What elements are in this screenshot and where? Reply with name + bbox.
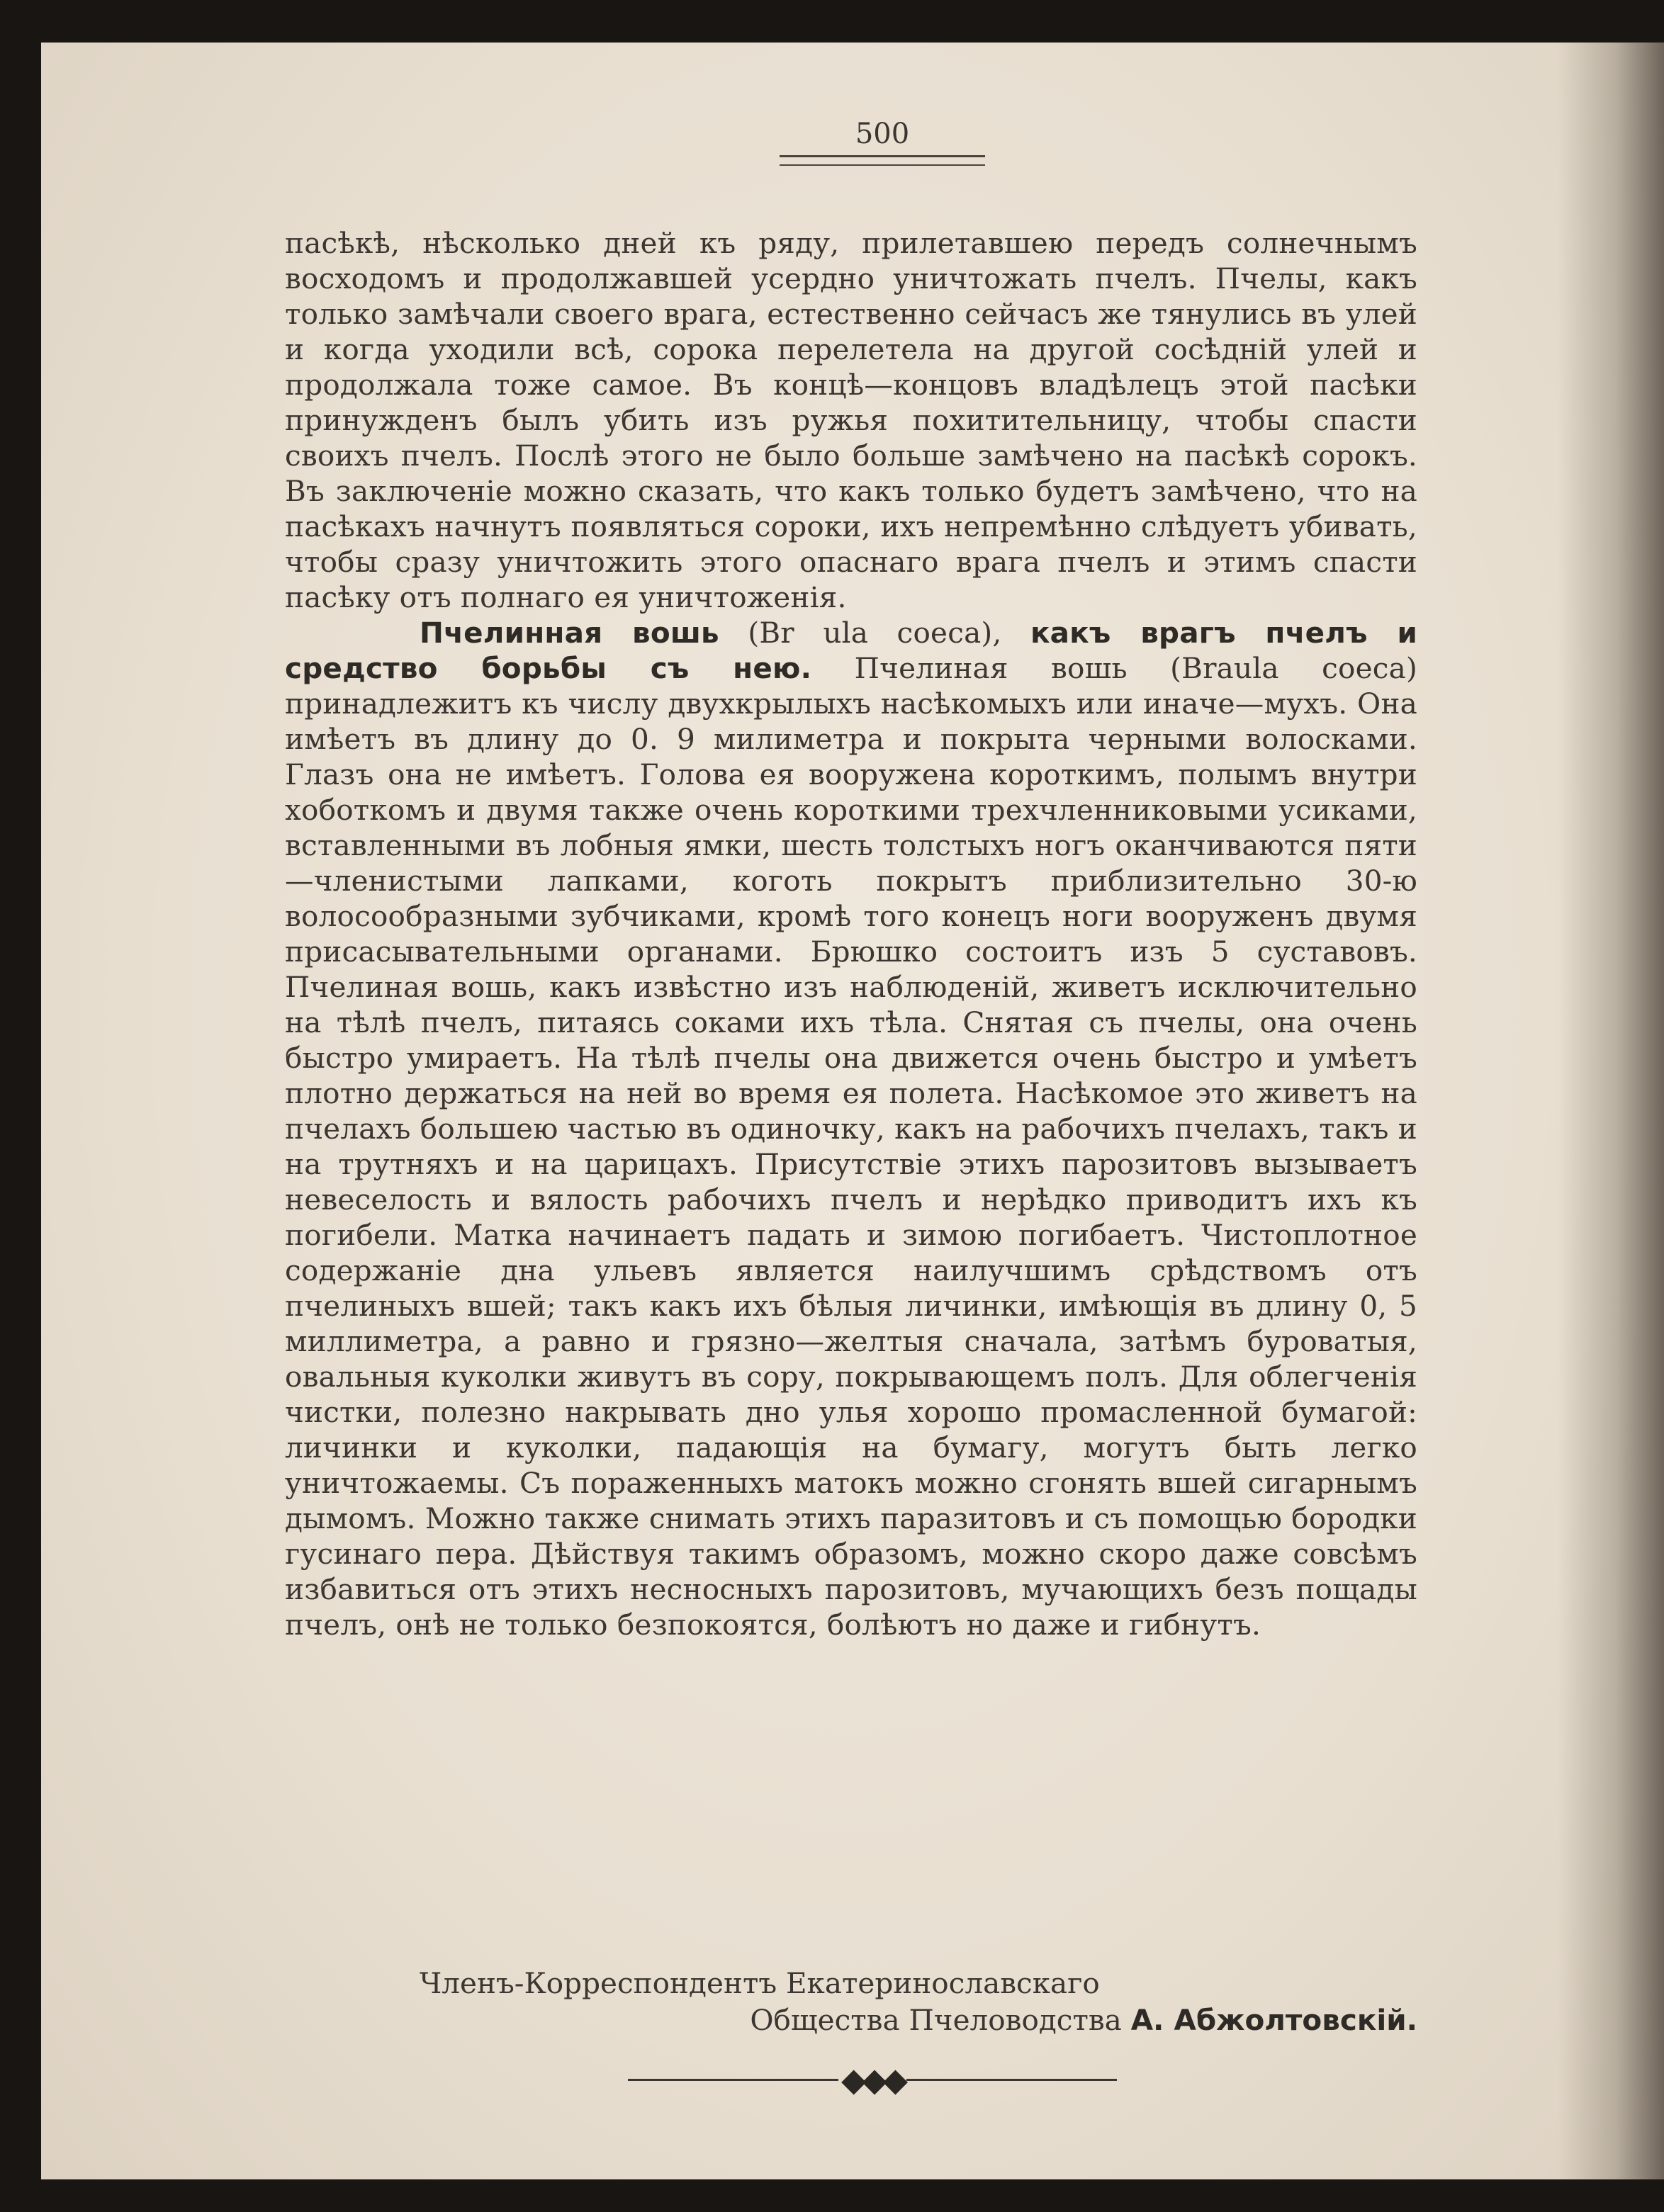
header-rule [780,155,985,166]
section-heading-latin: (Br ula coeca), [748,616,1002,650]
page-number: 500 [855,118,910,150]
ornament-line-right [906,2079,1117,2081]
article-body [285,225,1417,1642]
end-ornament [628,2060,1117,2099]
section-heading-subtitle: какъ врагъ пчелъ и средство борьбы съ нею. [285,616,1418,685]
section-body-text: Пчелиная вошь (Braula coeca) принадлежитъ къ числу двухкрылыхъ насѣкомыхъ или иначе—мухъ. Она имѣетъ въ длину до 0. 9 милиметра и покрыта черными волосками. Глазъ она не имѣетъ. Голова ея вооружена короткимъ, полымъ внутри хоботкомъ и двумя также очень короткими трехчленниковыми усиками, вставленными въ лобныя ямки, шесть толстыхъ ногъ оканчиваются пяти—членистыми лапками, коготь покрытъ приблизительно 30-ю волосообразными зубчиками, кромѣ того конецъ ноги вооруженъ двумя присасывательными органами. Брюшко состоитъ изъ 5 суставовъ. Пчелиная вошь, какъ извѣстно изъ наблюденій, живетъ исключительно на тѣлѣ пчелъ, питаясь соками ихъ тѣла. Снятая съ пчелы, она очень быстро умираетъ. На тѣлѣ пчелы она движется очень быстро и умѣетъ плотно держаться на ней во время ея полета. Насѣкомое это живетъ на пчелахъ большею частью въ одиночку, какъ на рабочихъ пчелахъ, такъ и на трутняхъ и на царицахъ. Присутствіе этихъ парозитовъ вызываетъ невеселость и вялость рабочихъ пчелъ и нерѣдко приводитъ ихъ къ погибели. Матка начинаетъ падать и зимою погибаетъ. Чистоплотное содержаніе дна ульевъ является наилучшимъ срѣдствомъ отъ пчелиныхъ вшей; такъ какъ ихъ бѣлыя личинки, имѣющія въ длину 0, 5 миллиметра, а равно и грязно—желтыя сначала, затѣмъ буроватыя, овальныя куколки живутъ въ сору, покрывающемъ полъ. Для облегченія чистки, полезно накрывать дно улья хорошо промасленной бумагой: личинки и куколки, падающія на бумагу, могутъ быть легко уничтожаемы. Съ пораженныхъ матокъ можно сгонять вшей сигарнымъ дымомъ. Можно также снимать этихъ паразитовъ и съ помощью бородки гусинаго пера. Дѣйствуя такимъ образомъ, можно скоро даже совсѣмъ избавиться отъ этихъ несносныхъ парозитовъ, мучающихъ безъ пощады пчелъ, онѣ не только безпокоятся, болѣютъ но даже и гибнутъ. [285,651,1417,1642]
signature-author: А. Абжолтовскій. [1130,2003,1417,2037]
signature-block [285,1965,1417,2038]
signature-line-1: Членъ-Корреспондентъ Екатеринославскаго [420,1966,1100,2000]
book-spine-shadow [1558,43,1664,2179]
page-header [780,117,985,166]
signature-society: Общества Пчеловодства [750,2003,1122,2037]
ornament-line-left [628,2079,838,2081]
diamond-ornament-icon: ◆◆◆ [841,2060,904,2099]
paragraph-bee-louse [285,615,1417,1642]
signature-line-2 [285,2002,1417,2038]
paragraph-magpie: пасѣкѣ, нѣсколько дней къ ряду, прилетавшею передъ солнечнымъ восходомъ и продолжавшей усердно уничтожать пчелъ. Пчелы, какъ только замѣчали своего врага, естественно сейчасъ же тянулись въ улей и когда уходили всѣ, сорока перелетела на другой сосѣдній улей и продолжала тоже самое. Въ концѣ—концовъ владѣлецъ этой пасѣки принужденъ былъ убить изъ ружья похитительницу, чтобы спасти своихъ пчелъ. Послѣ этого не было больше замѣчено на пасѣкѣ сорокъ. Въ заключеніе можно сказать, что какъ только будетъ замѣчено, что на пасѣкахъ начнутъ появляться сороки, ихъ непремѣнно слѣдуетъ убивать, чтобы сразу уничтожить этого опаснаго врага пчелъ и этимъ спасти пасѣку отъ полнаго ея уничтоженія. [285,226,1417,614]
section-heading-title: Пчелинная вошь [420,616,719,650]
